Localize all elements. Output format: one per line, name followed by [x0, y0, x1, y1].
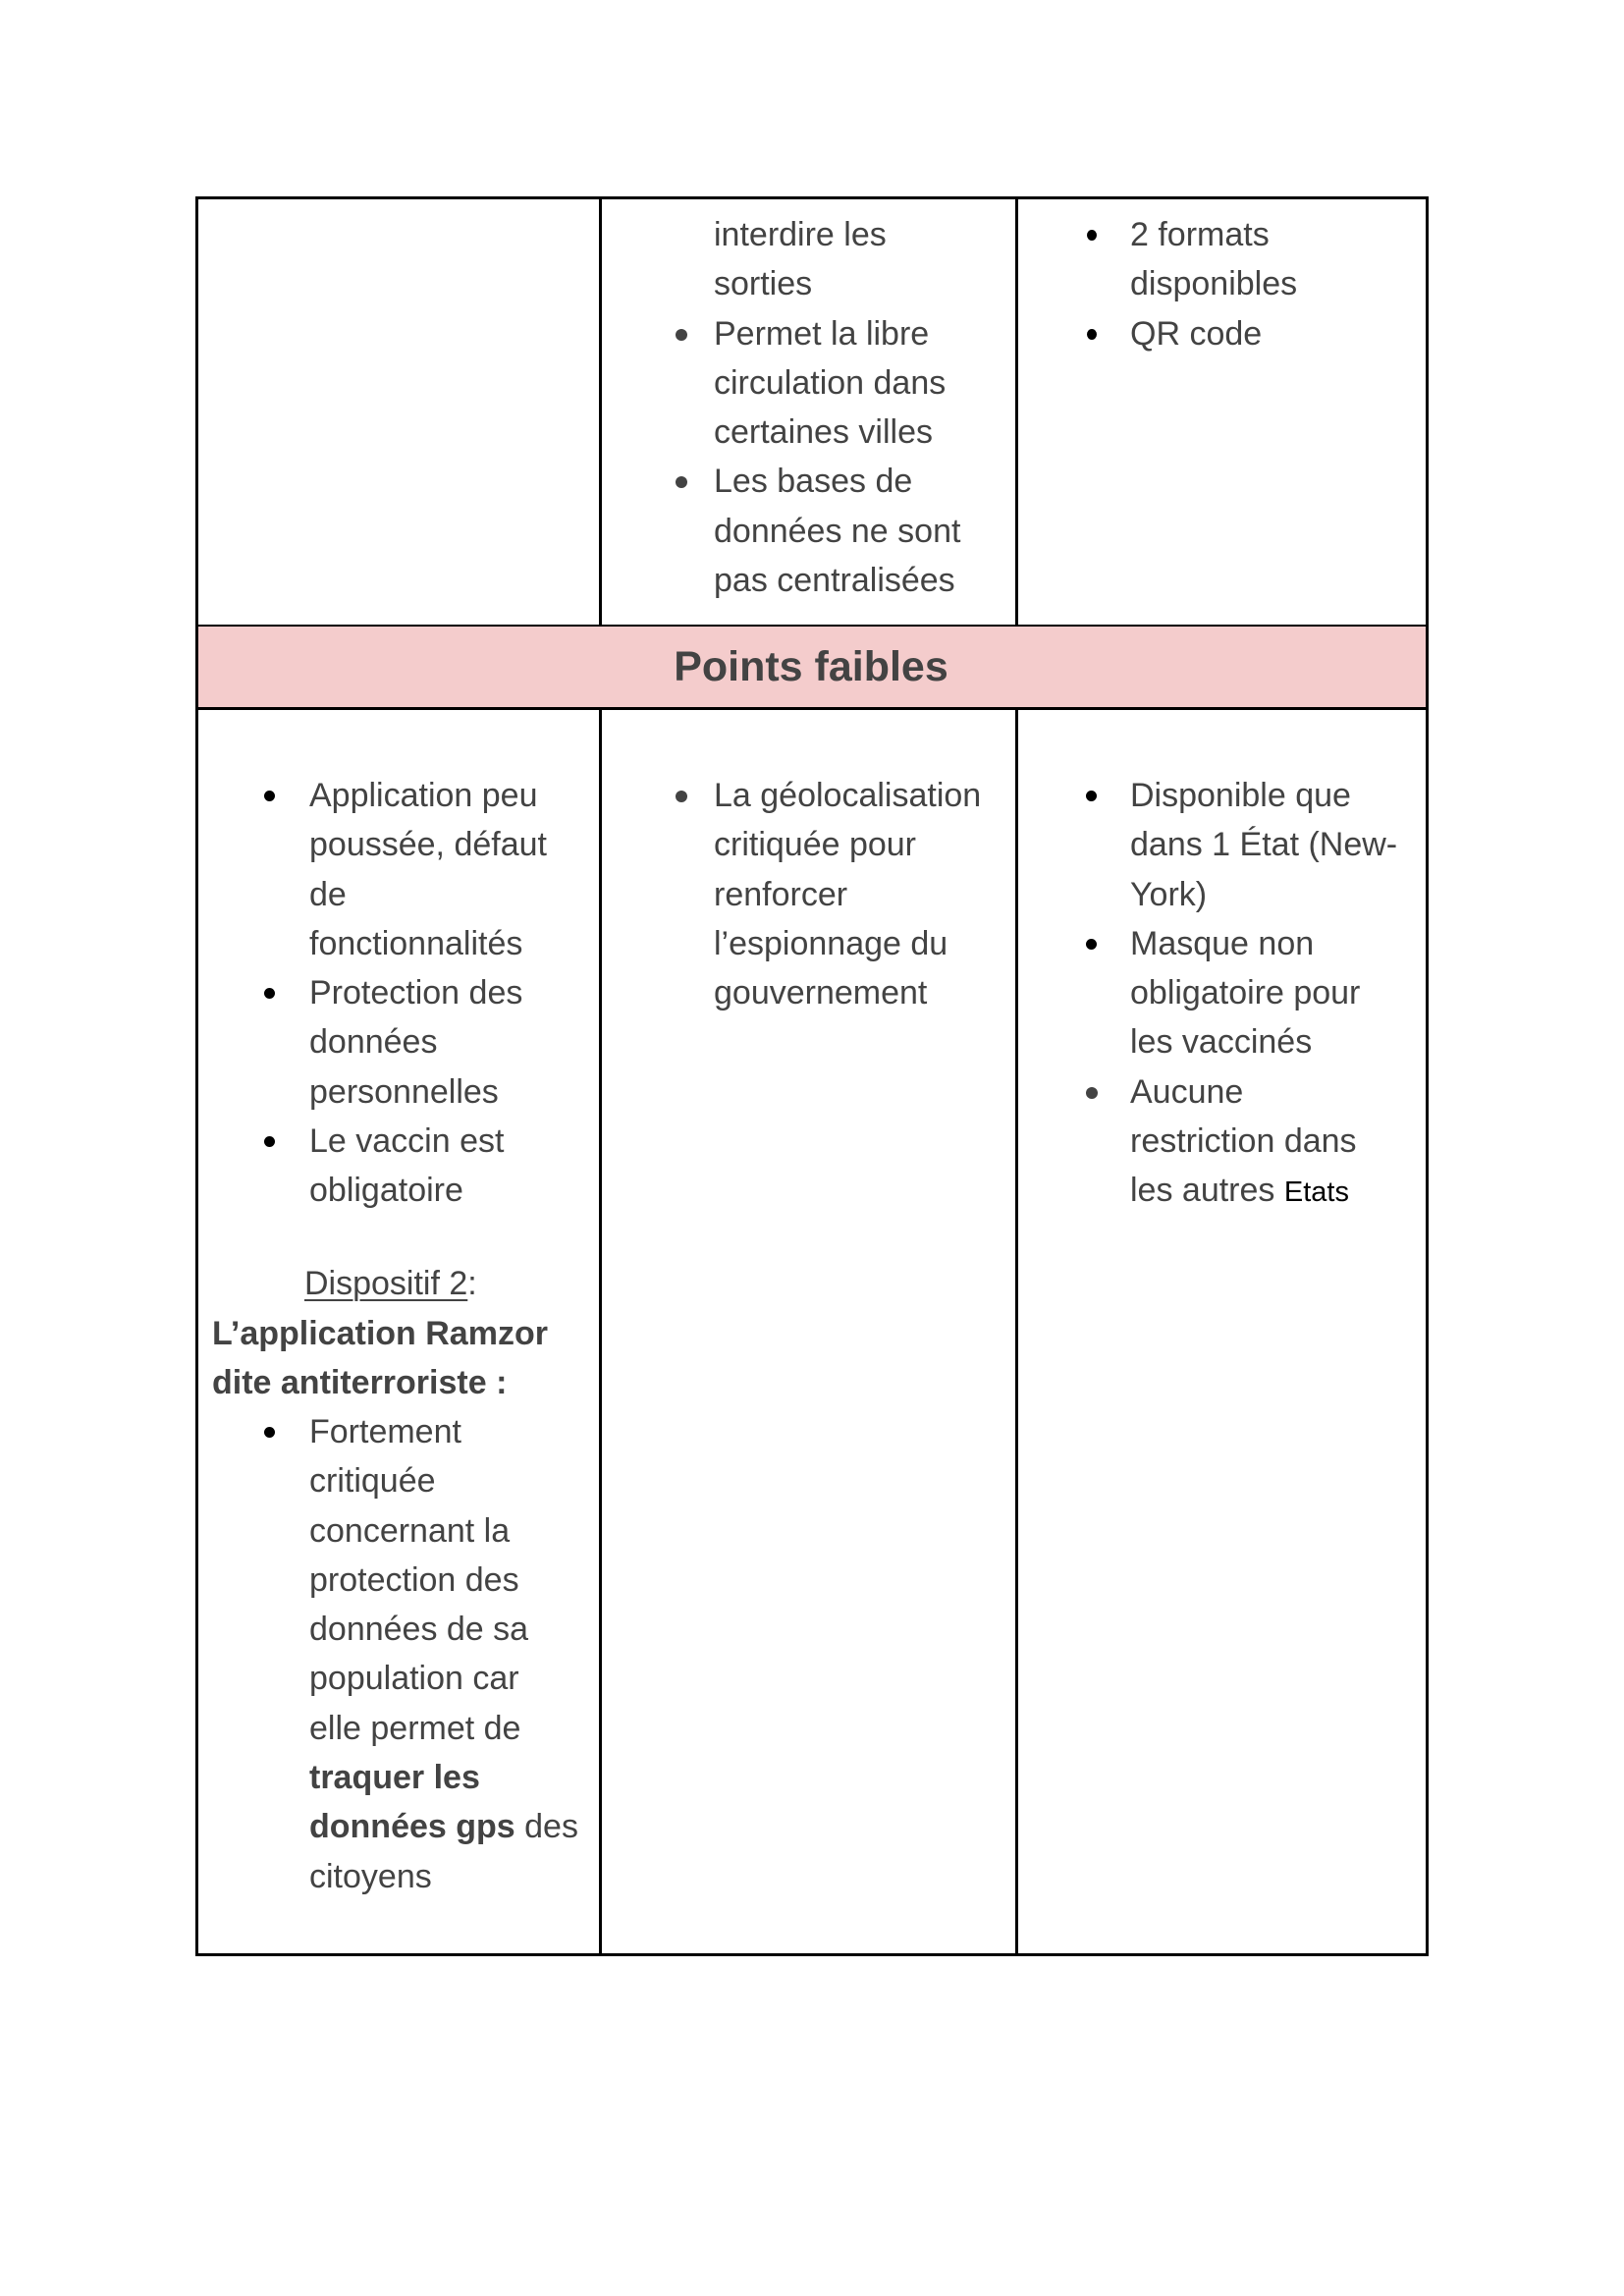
list-item-line: sorties — [714, 265, 813, 303]
list-item — [1130, 1067, 1420, 1216]
bullet-icon — [1087, 329, 1097, 340]
device-title — [212, 1309, 597, 1408]
bullet-icon — [676, 791, 687, 802]
list-item-line: Permet la libre — [714, 314, 930, 353]
list-item — [1130, 210, 1420, 309]
list-item-line: population car — [309, 1660, 519, 1698]
list-item-line: données de sa — [309, 1611, 529, 1649]
list-item-line: disponibles — [1130, 265, 1298, 303]
list-item — [714, 457, 1008, 605]
list-item — [309, 771, 596, 968]
list-item-line: concernant la — [309, 1511, 511, 1550]
list-item-line: critiquée — [309, 1462, 436, 1501]
list-item — [1130, 309, 1420, 358]
top-row-col2-cell — [714, 210, 1008, 605]
device-title-line: dite antiterroriste : — [212, 1364, 508, 1402]
list-item-text-etats: Etats — [1283, 1176, 1349, 1209]
list-item-line: Masque non — [1130, 924, 1315, 962]
list-item-line: elle permet de — [309, 1709, 521, 1747]
list-item-line: Le vaccin est — [309, 1122, 505, 1161]
device-list — [309, 1407, 596, 1901]
list-item-line: données — [309, 1023, 438, 1062]
bullet-icon — [264, 1427, 275, 1438]
list-item-line: données ne sont — [714, 512, 961, 550]
list-item-line: Les bases de — [714, 463, 913, 501]
table-border-left — [195, 196, 198, 1956]
table-border-top — [195, 196, 1429, 199]
list-item-line: Aucune — [1130, 1072, 1244, 1111]
table-border-bottom — [195, 1953, 1429, 1956]
list-item-line: de — [309, 875, 347, 913]
list-item — [309, 968, 596, 1117]
list-item-line: critiquée pour — [714, 826, 917, 864]
bottom-row-col2-cell — [714, 771, 1008, 1017]
list-item-line: pas centralisées — [714, 562, 955, 600]
list-item-line: Fortement — [309, 1413, 461, 1450]
bullet-icon — [264, 791, 275, 801]
list-item-text: des — [514, 1808, 578, 1846]
list-item-line: certaines villes — [714, 413, 933, 452]
list-item-line: interdire les — [714, 216, 887, 253]
section-header-title: Points faibles — [674, 643, 948, 690]
list-item-line: gouvernement — [714, 974, 928, 1012]
list-item-bold-phrase: données gps — [309, 1808, 515, 1846]
list-item-line: La géolocalisation — [714, 777, 982, 814]
bullet-icon — [264, 1136, 275, 1147]
list-item-line: personnelles — [309, 1072, 499, 1111]
bottom-row-col1-cell — [309, 771, 596, 1216]
list-item-line: dans 1 État (New- — [1130, 826, 1398, 864]
list-item — [309, 1407, 596, 1901]
list-item-line: restriction dans — [1130, 1122, 1357, 1161]
column-divider — [599, 196, 602, 627]
list-item-line: York) — [1130, 875, 1208, 913]
bullet-icon — [676, 476, 687, 488]
device-label — [304, 1259, 599, 1308]
list-item-line: obligatoire — [309, 1172, 463, 1210]
list-item-line: Disponible que — [1130, 777, 1351, 814]
list-item-line-bold: traquer les — [309, 1759, 480, 1797]
bullet-icon — [1086, 1087, 1098, 1099]
list-item-line: citoyens — [309, 1857, 432, 1895]
list-item-line: les vaccinés — [1130, 1023, 1313, 1062]
list-item — [309, 1117, 596, 1216]
comparison-table — [195, 196, 1427, 1955]
bullet-icon — [1087, 230, 1097, 241]
list-item-line: poussée, défaut — [309, 826, 547, 864]
bullet-icon — [1086, 939, 1097, 950]
list-item — [714, 771, 1008, 1017]
column-divider — [599, 708, 602, 1955]
device-label-colon: : — [467, 1265, 477, 1302]
column-divider — [1015, 708, 1018, 1955]
list-item-line: fonctionnalités — [309, 924, 523, 962]
bullet-icon — [676, 329, 687, 341]
bottom-row-col3-cell — [1130, 771, 1420, 1216]
list-item-line: l’espionnage du — [714, 924, 948, 962]
list-item — [1130, 919, 1420, 1067]
list-item-line: renforcer — [714, 875, 848, 913]
list-item — [714, 309, 1008, 458]
column-divider — [1015, 196, 1018, 627]
device-title-line: L’application Ramzor — [212, 1315, 548, 1352]
list-item — [714, 210, 1008, 309]
list-item — [1130, 771, 1420, 919]
list-item-line: circulation dans — [714, 363, 947, 402]
list-item-line: obligatoire pour — [1130, 974, 1361, 1012]
bullet-icon — [1086, 791, 1097, 801]
list-item-text: les autres — [1130, 1172, 1284, 1210]
row-divider — [195, 707, 1429, 710]
list-item-line: Application peu — [309, 777, 538, 814]
list-item-line: 2 formats — [1130, 216, 1270, 253]
table-border-right — [1426, 196, 1429, 1956]
list-item-line: QR code — [1130, 314, 1263, 353]
list-item-line: Protection des — [309, 974, 523, 1012]
device-label-text: Dispositif 2 — [304, 1265, 468, 1302]
bullet-icon — [264, 988, 275, 999]
list-item-line: protection des — [309, 1560, 519, 1599]
top-row-col3-cell — [1130, 210, 1420, 358]
